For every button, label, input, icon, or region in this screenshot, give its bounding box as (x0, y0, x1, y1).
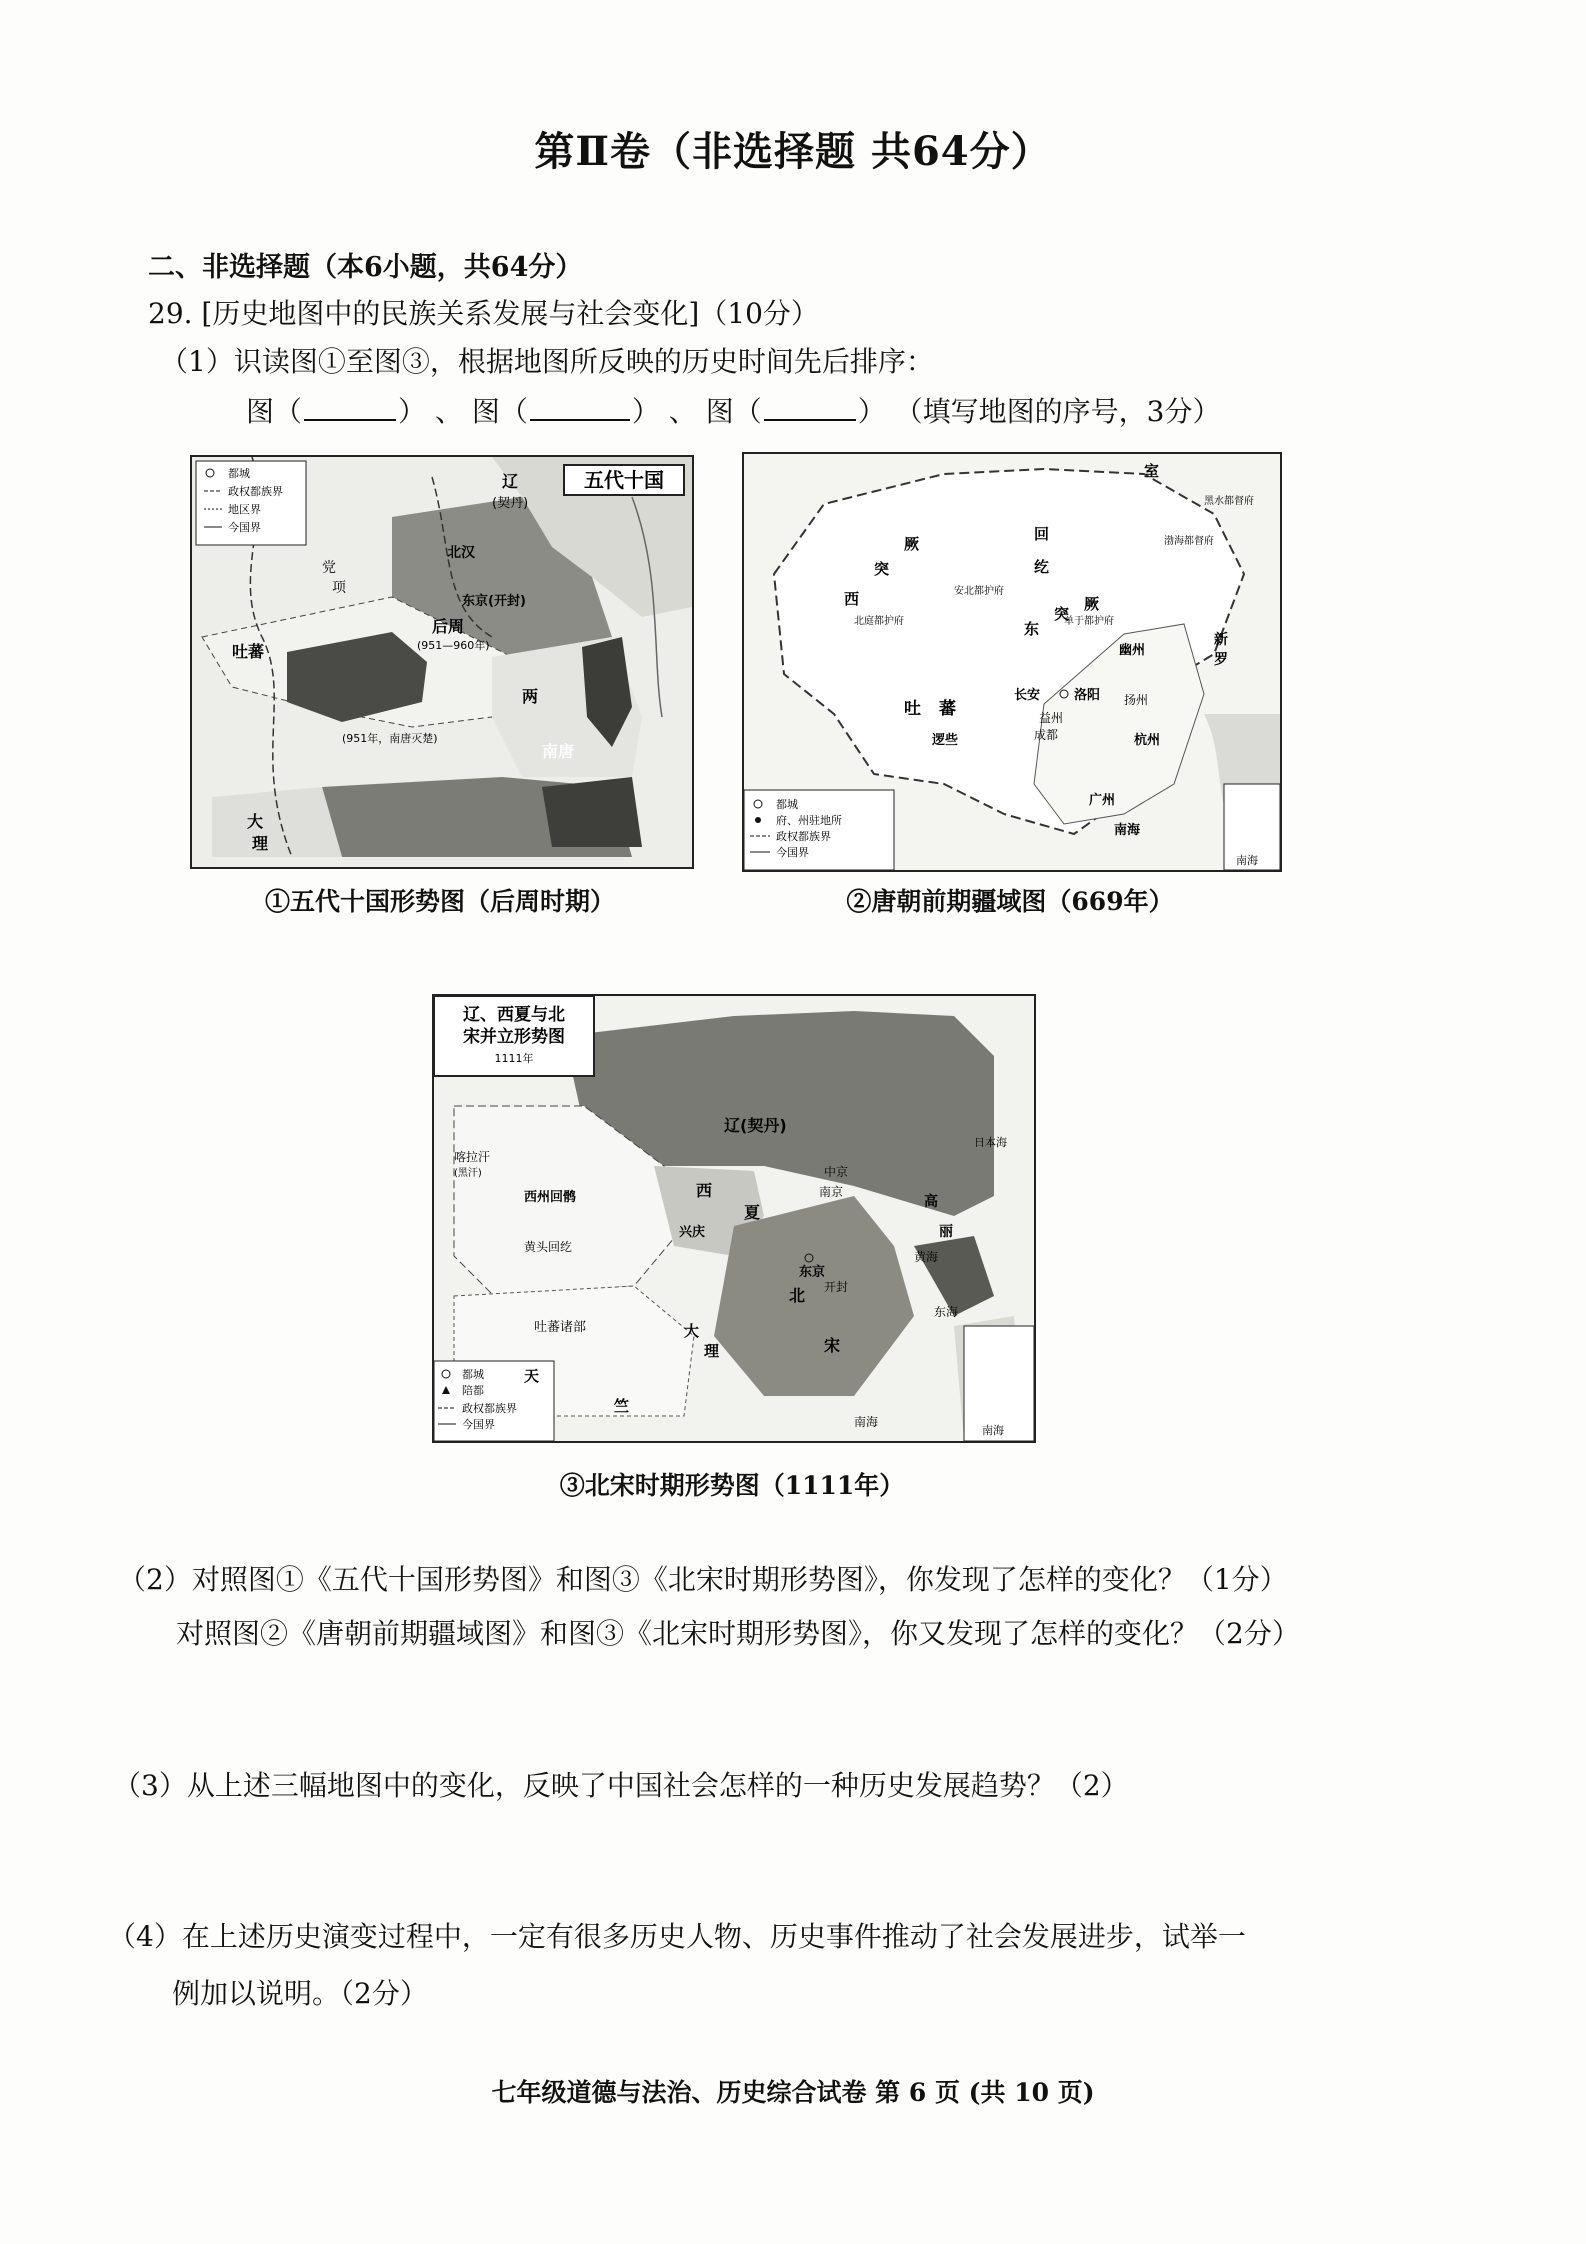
map3-title-line3: 1111年 (494, 1052, 534, 1065)
map-tang-territory (742, 452, 1282, 872)
map2-legend-1: 府、州驻地所 (776, 814, 842, 827)
map2-label-chanyu: 单于都护府 (1064, 616, 1114, 627)
map2-label-dong: 东 (1024, 620, 1040, 638)
q29-part1-text: （1）识读图①至图③，根据地图所反映的历史时间先后排序： (160, 345, 934, 378)
map2-label-luo: 罗 (1214, 652, 1228, 668)
ordering-row (246, 390, 1220, 430)
map3-label-bei: 北 (789, 1286, 806, 1305)
map2-label-heishui: 黑水都督府 (1204, 496, 1254, 507)
map3-label-tian: 天 (524, 1367, 540, 1385)
map3-legend-1: 陪都 (462, 1384, 484, 1397)
map3-label-zhu: 竺 (614, 1397, 630, 1415)
map2-label-anbei: 安北都护府 (954, 586, 1004, 597)
map3-caption: ③北宋时期形势图（1111年） (559, 1471, 905, 1500)
map3-label-xingqing: 兴庆 (679, 1225, 706, 1240)
map2-label-tu-tibet: 吐 (904, 699, 921, 719)
map2-label-changan: 长安 (1014, 688, 1041, 703)
map1-label-tubo: 吐蕃 (232, 642, 265, 661)
map1-caption: ①五代十国形势图（后周时期） (264, 887, 615, 916)
map3-label-li: 理 (704, 1342, 720, 1360)
map2-legend-3: 今国界 (776, 846, 809, 859)
map3-title-line2: 宋并立形势图 (463, 1027, 565, 1047)
map3-label-xia: 夏 (744, 1203, 761, 1222)
map2-label-yangzhou: 扬州 (1124, 693, 1149, 707)
map3-label-heihan: (黑汗) (454, 1168, 482, 1179)
q29-part2-line1: （2）对照图①《五代十国形势图》和图③《北宋时期形势图》，你发现了怎样的变化？（1分） (118, 1563, 1288, 1596)
map-tang-territory-svg (744, 454, 1280, 870)
map2-label-luoyang: 洛阳 (1074, 688, 1101, 703)
map2-label-youzhou: 幽州 (1119, 643, 1146, 658)
map2-legend-0: 都城 (776, 798, 798, 811)
map3-label-huangtou: 黄头回纥 (524, 1240, 573, 1254)
map1-label-xiang: 项 (332, 580, 346, 596)
ordering-suffix-3: ） (857, 395, 886, 428)
map2-label-tu-west: 突 (874, 560, 890, 578)
map2-label-xi: 西 (844, 590, 860, 608)
map2-caption: ②唐朝前期疆域图（669年） (846, 887, 1174, 916)
map3-label-liao: 辽(契丹) (724, 1116, 787, 1135)
map3-legend-0: 都城 (462, 1368, 484, 1381)
map2-label-luoxie: 逻些 (932, 733, 959, 748)
map2-label-shi: 室 (1144, 462, 1160, 480)
map-five-dynasties (190, 455, 694, 869)
q29-part2-line2: 对照图②《唐朝前期疆域图》和图③《北宋时期形势图》，你又发现了怎样的变化？（2分） (176, 1617, 1300, 1650)
map3-label-kala: 喀拉汗 (454, 1150, 491, 1164)
map2-label-jue-east: 厥 (1084, 595, 1100, 613)
map3-legend-3: 今国界 (462, 1418, 495, 1431)
map1-label-liang: 两 (522, 687, 539, 706)
map1-label-houzhou: 后周 (432, 617, 465, 636)
ordering-sep-2: 、 (668, 395, 697, 428)
map3-label-nanjing: 南京 (819, 1185, 844, 1199)
map2-label-bohai: 渤海都督府 (1164, 536, 1214, 547)
map1-label-dang: 党 (322, 560, 336, 576)
q29-part3: （3）从上述三幅地图中的变化，反映了中国社会怎样的一种历史发展趋势？（2） (113, 1769, 1129, 1802)
map2-label-yizhou: 益州 (1039, 711, 1064, 725)
ordering-prefix-2: 图（ (471, 395, 528, 428)
map1-label-liao: 辽 (502, 472, 519, 491)
answer-blank-2[interactable] (530, 393, 630, 421)
map3-label-huanghai: 黄海 (914, 1250, 939, 1264)
map1-label-qidan: (契丹) (492, 496, 529, 511)
map3-label-nanhai: 南海 (854, 1415, 879, 1429)
map2-inset-label: 南海 (1236, 854, 1258, 867)
map3-label-da: 大 (684, 1322, 700, 1340)
map1-legend-1: 政权都族界 (228, 485, 283, 498)
map1-label-da: 大 (247, 812, 264, 831)
question-29-heading: 29. [历史地图中的民族关系发展与社会变化]（10分） (148, 297, 819, 330)
map2-label-hangzhou: 杭州 (1134, 733, 1161, 748)
prefecture-symbol-icon (755, 817, 761, 823)
ordering-sep-1: 、 (434, 395, 463, 428)
map3-inset-label: 南海 (982, 1424, 1004, 1437)
map3-label-lihan: 丽 (939, 1224, 953, 1240)
map-five-dynasties-svg (192, 457, 692, 867)
map2-label-he: 纥 (1034, 558, 1050, 576)
map1-legend-0: 都城 (228, 467, 250, 480)
map2-label-tu-east: 突 (1054, 605, 1070, 623)
map1-label-dongjing: 东京(开封) (462, 594, 526, 609)
ordering-prefix-3: 图（ (705, 395, 762, 428)
section-heading: 二、非选择题（本6小题，共64分） (148, 252, 583, 283)
q29-part4-line2: 例加以说明。（2分） (172, 1977, 428, 2010)
map3-label-gao: 高 (924, 1194, 938, 1210)
map3-label-xi: 西 (696, 1181, 713, 1200)
map2-label-hui: 回 (1034, 525, 1050, 543)
map1-label-li: 理 (252, 834, 269, 853)
map2-label-beiting: 北庭都护府 (854, 616, 904, 627)
map1-legend-3: 今国界 (228, 521, 261, 534)
map3-legend-2: 政权都族界 (462, 1402, 517, 1415)
ordering-hint: （填写地图的序号，3分） (894, 395, 1221, 428)
map2-legend-2: 政权都族界 (776, 830, 831, 843)
map3-label-xizhou: 西州回鹘 (524, 1190, 577, 1205)
map2-label-bo: 蕃 (939, 699, 956, 719)
map1-legend-2: 地区界 (228, 503, 261, 516)
map3-label-song: 宋 (824, 1336, 841, 1355)
q29-part4-line1: （4）在上述历史演变过程中，一定有很多历史人物、历史事件推动了社会发展进步，试举一 (108, 1920, 1246, 1953)
paper-title: 第Ⅱ卷（非选择题 共64分） (534, 128, 1052, 175)
map3-label-zhongjing: 中京 (824, 1165, 849, 1179)
map2-label-nanhai: 南海 (1114, 823, 1141, 838)
map3-label-donghai: 东海 (934, 1305, 959, 1319)
map-northern-song (432, 994, 1036, 1443)
map3-label-tubo: 吐蕃诸部 (534, 1320, 587, 1335)
answer-blank-1[interactable] (304, 393, 396, 421)
map1-label-nantang-note: (951年，南唐灭楚) (342, 732, 438, 745)
ordering-suffix-1: ） (398, 395, 427, 428)
map1-label-houzhou-years: (951—960年) (417, 639, 490, 652)
map-northern-song-svg (434, 996, 1034, 1441)
map2-label-jue-west: 厥 (904, 535, 920, 553)
answer-blank-3[interactable] (764, 393, 856, 421)
ordering-suffix-2: ） (631, 395, 660, 428)
map2-label-xin: 新 (1214, 632, 1228, 648)
map3-label-dongjing: 东京 (799, 1265, 826, 1280)
map1-label-nantang: 南唐 (542, 742, 575, 761)
map2-label-chengdu: 成都 (1034, 728, 1059, 742)
map3-label-kaifeng: 开封 (824, 1280, 849, 1294)
ordering-prefix-1: 图（ (246, 395, 303, 428)
map2-label-guangzhou: 广州 (1089, 793, 1116, 808)
map3-title-line1: 辽、西夏与北 (463, 1005, 565, 1025)
map1-title: 五代十国 (584, 468, 664, 492)
map1-label-beihan: 北汉 (447, 545, 475, 561)
page-footer: 七年级道德与法治、历史综合试卷 第 6 页 (共 10 页) (491, 2078, 1095, 2107)
map3-label-ribenhai: 日本海 (974, 1136, 1007, 1149)
